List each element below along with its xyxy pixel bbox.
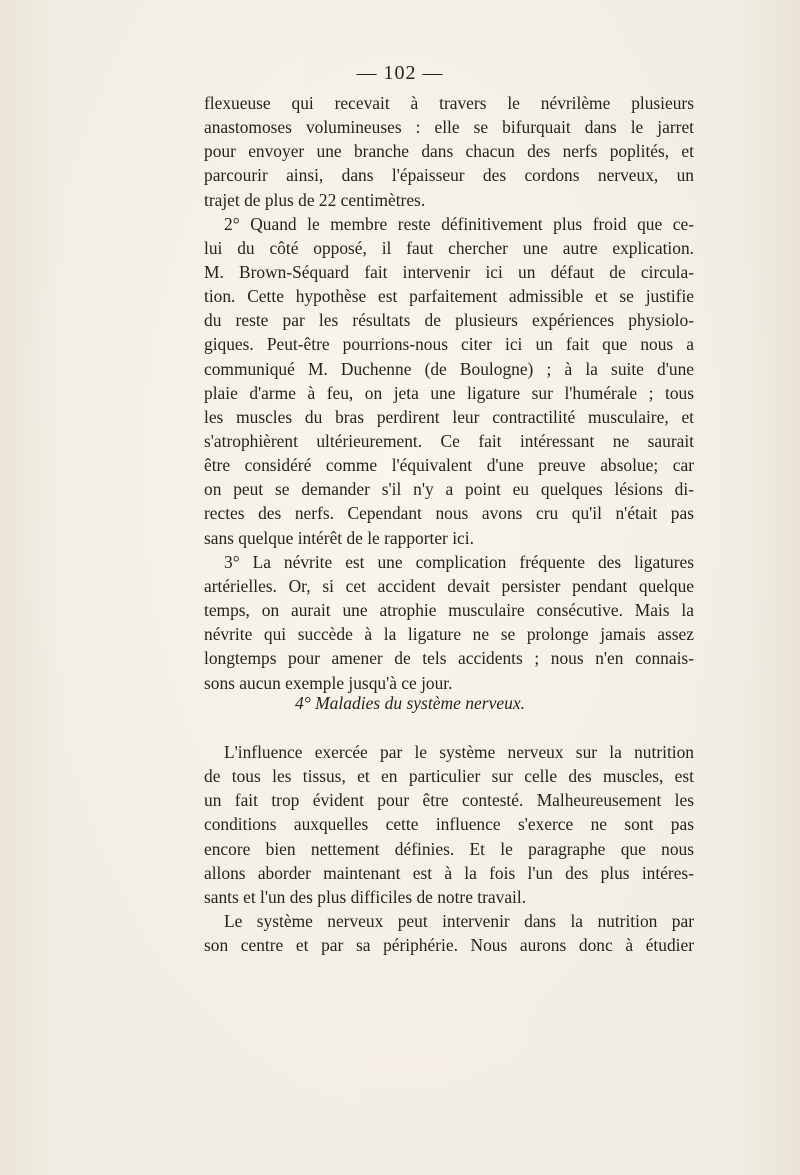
text-line: sans quelque intérêt de le rapporter ici. <box>204 527 474 548</box>
text-line: sants et l'un des plus difficiles de notre travail. <box>204 886 527 907</box>
text-line: les muscles du bras perdirent leur contractilité musculaire, et <box>204 406 694 427</box>
text-line: communiqué M. Duchenne (de Boulogne) ; à la suite d'une <box>204 358 694 379</box>
text-line: trajet de plus de 22 centimètres. <box>204 189 426 210</box>
text-line: un fait trop évident pour être contesté. Malheureusement les <box>204 790 694 811</box>
text-line: allons aborder maintenant est à la fois l'un des plus intéres- <box>204 862 694 883</box>
text-line: flexueuse qui recevait à travers le névrilème plusieurs <box>204 93 694 113</box>
text-line: giques. Peut-être pourrions-nous citer ici un fait que nous a <box>204 334 694 355</box>
text-line: M. Brown-Séquard fait intervenir ici un défaut de circula- <box>204 262 694 283</box>
text-line: s'atrophièrent ultérieurement. Ce fait intéressant ne saurait <box>204 431 694 452</box>
text-line: anastomoses volumineuses : elle se bifurquait dans le jarret <box>204 117 694 138</box>
text-line: temps, on aurait une atrophie musculaire consécutive. Mais la <box>204 600 694 621</box>
text-line: encore bien nettement définies. Et le paragraphe que nous <box>204 838 694 859</box>
text-line: de tous les tissus, et en particulier sur celle des muscles, est <box>204 766 694 787</box>
text-line: névrite qui succède à la ligature ne se prolonge jamais assez <box>204 624 694 645</box>
text-line: 2° Quand le membre reste définitivement plus froid que ce- <box>224 213 694 234</box>
text-line: longtemps pour amener de tels accidents ; nous n'en connais- <box>204 648 694 669</box>
text-line: pour envoyer une branche dans chacun des nerfs poplités, et <box>204 141 694 162</box>
text-line: sons aucun exemple jusqu'à ce jour. <box>204 672 453 693</box>
paragraph-4 <box>204 740 694 909</box>
paragraph-1 <box>204 91 694 212</box>
paragraph-2 <box>204 212 694 550</box>
paragraph-5 <box>204 909 694 957</box>
text-line: parcourir ainsi, dans l'épaisseur des cordons nerveux, un <box>204 165 694 186</box>
text-line: 3° La névrite est une complication fréquente des ligatures <box>224 551 694 572</box>
text-line: rectes des nerfs. Cependant nous avons cru qu'il n'était pas <box>204 503 694 524</box>
page-number: — 102 — <box>356 62 444 84</box>
text-line: lui du côté opposé, il faut chercher une autre explication. <box>204 237 694 258</box>
section-heading: 4° Maladies du système nerveux. <box>294 693 526 713</box>
text-line: on peut se demander s'il n'y a point eu quelques lésions di- <box>204 479 694 500</box>
text-line: Le système nerveux peut intervenir dans la nutrition par <box>224 911 694 931</box>
text-line: être considéré comme l'équivalent d'une preuve absolue; car <box>204 455 694 476</box>
text-line: du reste par les résultats de plusieurs expériences physiolo- <box>204 310 694 331</box>
paragraph-3 <box>204 550 694 695</box>
text-line: tion. Cette hypothèse est parfaitement admissible et se justifie <box>204 286 694 307</box>
text-line: plaie d'arme à feu, on jeta une ligature sur l'humérale ; tous <box>204 382 694 403</box>
text-line: L'influence exercée par le système nerveux sur la nutrition <box>224 742 694 762</box>
text-line: son centre et par sa périphérie. Nous aurons donc à étudier <box>204 935 694 956</box>
text-line: conditions auxquelles cette influence s'exerce ne sont pas <box>204 814 694 835</box>
text-line: artérielles. Or, si cet accident devait persister pendant quelque <box>204 575 694 596</box>
